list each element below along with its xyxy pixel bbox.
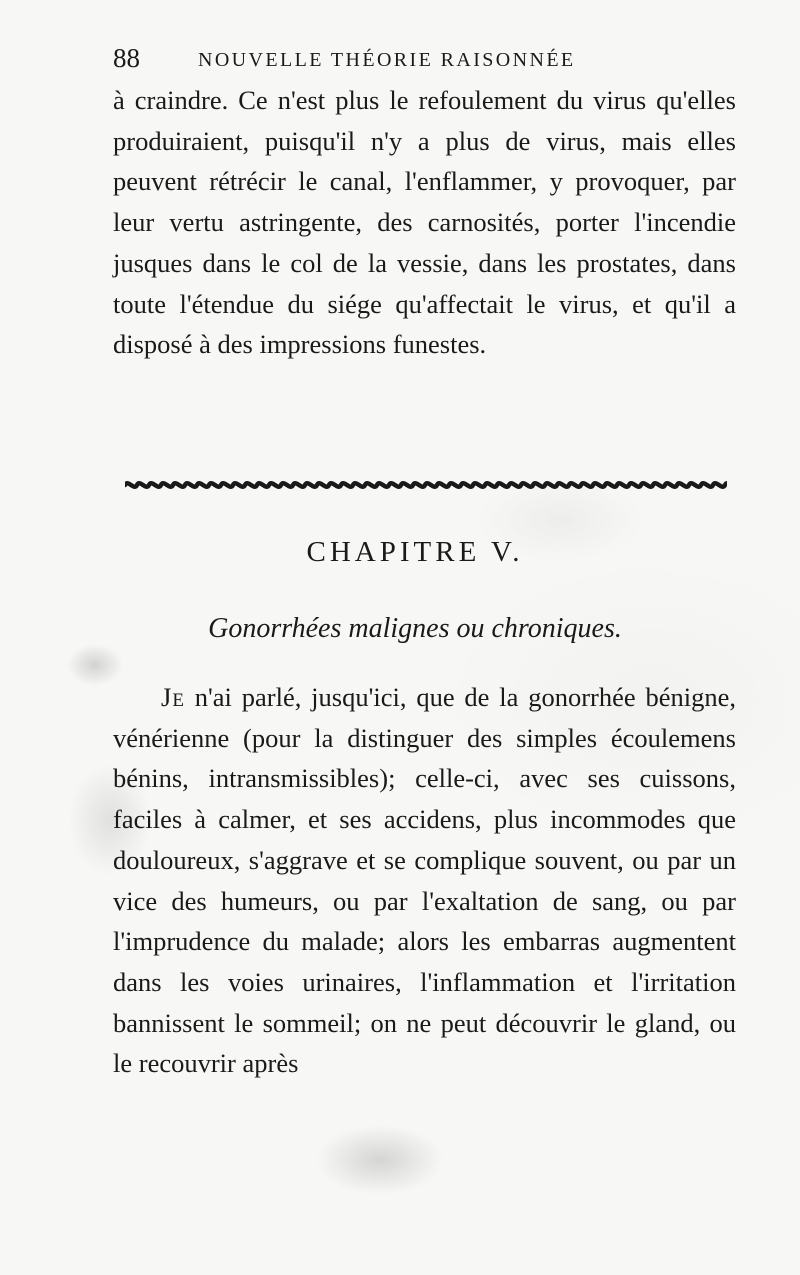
paragraph-chapter-opening [113, 677, 736, 1084]
paragraph-continued: à craindre. Ce n'est plus le refoulement du virus qu'elles produiraient, puisqu'il n'y a plus de virus, mais elles peuvent rétrécir le canal, l'enflammer, y provoquer, par leur vertu astringente, des carnosités, porter l'incendie jusques dans le col de la vessie, dans les prostates, dans toute l'étendue du siége qu'affectait le virus, et qu'il a disposé à des impressions funestes. [113, 85, 736, 360]
chapter-subtitle: Gonorrhées malignes ou chroniques. [208, 613, 622, 644]
running-head: NOUVELLE THÉORIE RAISONNÉE [198, 49, 576, 71]
opening-word: Je [161, 682, 185, 712]
ornamental-divider [125, 474, 727, 496]
page-header [113, 40, 763, 76]
chapter-title: CHAPITRE V. [306, 536, 524, 568]
paragraph-body: n'ai parlé, jusqu'ici, que de la gonorrhée bénigne, vénérienne (pour la distinguer des simples écoulemens bénins, intransmissibles); celle-ci, avec ses cuissons, faciles à calmer, et ses accidens, plus incommodes que douloureux, s'aggrave et se complique souvent, ou par un vice des humeurs, ou par l'exaltation de sang, ou par l'imprudence du malade; alors les embarras augmentent dans les voies urinaires, l'inflammation et l'irritation bannissent le sommeil; on ne peut découvrir le gland, ou le recouvrir après [113, 682, 736, 1079]
page-number: 88 [113, 43, 140, 73]
